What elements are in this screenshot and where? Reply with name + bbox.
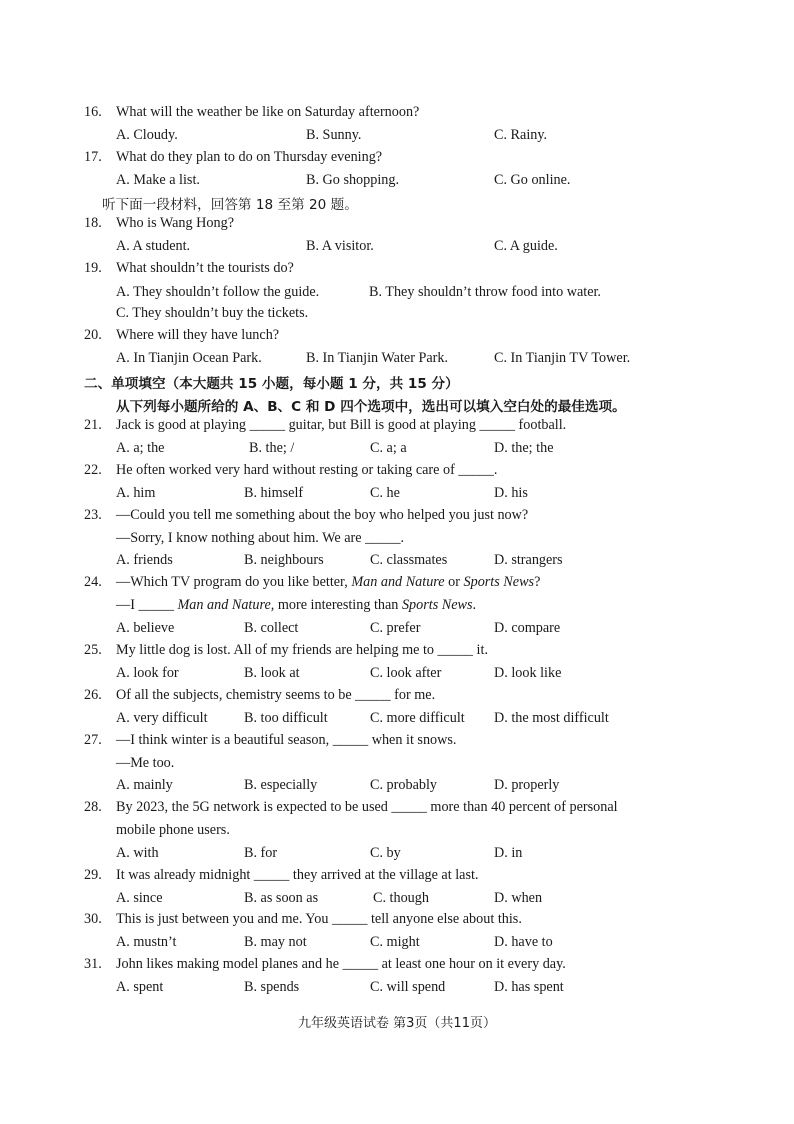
question-text: What will the weather be like on Saturday afternoon? <box>116 104 420 120</box>
option-d: D. properly <box>494 777 560 793</box>
option-a: A. since <box>116 890 163 906</box>
option-d: D. the; the <box>494 440 554 456</box>
option-c: C. might <box>370 934 420 950</box>
question-text: What shouldn’t the tourists do? <box>116 260 294 276</box>
option-c: C. classmates <box>370 552 448 568</box>
option-b: B. for <box>244 845 278 861</box>
question-text: Jack is good at playing _____ guitar, but Bill is good at playing _____ football. <box>116 417 567 433</box>
option-d: D. strangers <box>494 552 563 568</box>
option-b: B. A visitor. <box>306 238 374 254</box>
question-20: 20. Where will they have lunch? <box>84 327 280 343</box>
option-b: B. collect <box>244 620 299 636</box>
question-text: This is just between you and me. You _____ tell anyone else about this. <box>116 911 522 927</box>
question-23: 23. —Could you tell me something about the boy who helped you just now? <box>84 507 529 523</box>
question-25: 25. My little dog is lost. All of my friends are helping me to _____ it. <box>84 642 488 658</box>
option-b: B. look at <box>244 665 300 681</box>
option-b: B. spends <box>244 979 300 995</box>
question-29: 29. It was already midnight _____ they arrived at the village at last. <box>84 867 479 883</box>
option-b: B. too difficult <box>244 710 328 726</box>
options-23 <box>116 552 776 572</box>
options-19-row2 <box>116 305 776 325</box>
option-b: B. Go shopping. <box>306 172 400 188</box>
question-19: 19. What shouldn’t the tourists do? <box>84 260 294 276</box>
option-c: C. will spend <box>370 979 446 995</box>
option-a: A. In Tianjin Ocean Park. <box>116 350 262 366</box>
option-a: A. look for <box>116 665 179 681</box>
question-24-line2: —I _____ Man and Nature, more interesting than Sports News. <box>116 597 477 613</box>
question-26: 26. Of all the subjects, chemistry seems to be _____ for me. <box>84 687 436 703</box>
question-16: 16. What will the weather be like on Saturday afternoon? <box>84 104 420 120</box>
section-instruction: 从下列每小题所给的 A、B、C 和 D 四个选项中，选出可以填入空白处的最佳选项。 <box>116 399 626 415</box>
tv-program-name: Sports News <box>401 597 473 613</box>
option-d: D. his <box>494 485 528 501</box>
option-c: C. A guide. <box>494 238 558 254</box>
option-c: C. In Tianjin TV Tower. <box>494 350 631 366</box>
options-18 <box>116 238 776 258</box>
options-21 <box>116 440 776 460</box>
question-text: John likes making model planes and he _____ at least one hour on it every day. <box>116 956 566 972</box>
tv-program-name: Man and Nature <box>351 574 445 590</box>
option-d: D. has spent <box>494 979 564 995</box>
question-22: 22. He often worked very hard without resting or taking care of _____. <box>84 462 498 478</box>
question-30: 30. This is just between you and me. You _____ tell anyone else about this. <box>84 911 522 927</box>
options-17 <box>116 172 776 192</box>
question-text: Where will they have lunch? <box>116 327 280 343</box>
options-24 <box>116 620 776 640</box>
option-a: A. Make a list. <box>116 172 200 188</box>
option-b: B. the; / <box>249 440 295 456</box>
question-text: —Could you tell me something about the boy who helped you just now? <box>116 507 529 523</box>
question-21: 21. Jack is good at playing _____ guitar, but Bill is good at playing _____ football. <box>84 417 567 433</box>
tv-program-name: Sports News <box>463 574 535 590</box>
option-c: C. more difficult <box>370 710 465 726</box>
question-28: 28. By 2023, the 5G network is expected to be used _____ more than 40 percent of personal <box>84 799 618 815</box>
question-27: 27. —I think winter is a beautiful season, _____ when it snows. <box>84 732 457 748</box>
question-text: What do they plan to do on Thursday evening? <box>116 149 383 165</box>
question-28-line2: mobile phone users. <box>116 822 230 838</box>
question-text: My little dog is lost. All of my friends are helping me to _____ it. <box>116 642 488 658</box>
question-24: 24. —Which TV program do you like better, Man and Nature or Sports News? <box>84 574 541 590</box>
option-a: A. A student. <box>116 238 191 254</box>
option-a: A. mustn’t <box>116 934 177 950</box>
option-a: A. spent <box>116 979 164 995</box>
option-c: C. he <box>370 485 400 501</box>
option-d: D. in <box>494 845 523 861</box>
options-19 <box>116 284 776 304</box>
option-c: C. a; a <box>370 440 407 456</box>
tv-program-name: Man and Nature, <box>177 597 275 613</box>
question-31: 31. John likes making model planes and he _____ at least one hour on it every day. <box>84 956 566 972</box>
question-text: Of all the subjects, chemistry seems to be _____ for me. <box>116 687 436 703</box>
option-b: B. In Tianjin Water Park. <box>306 350 449 366</box>
options-20 <box>116 350 776 370</box>
options-28 <box>116 845 776 865</box>
options-26 <box>116 710 776 730</box>
options-27 <box>116 777 776 797</box>
option-c: C. prefer <box>370 620 421 636</box>
option-c: C. Rainy. <box>494 127 548 143</box>
option-b: B. They shouldn’t throw food into water. <box>369 284 601 300</box>
option-b: B. as soon as <box>244 890 319 906</box>
option-c: C. probably <box>370 777 437 793</box>
options-31 <box>116 979 776 999</box>
option-d: D. when <box>494 890 543 906</box>
option-d: D. the most difficult <box>494 710 609 726</box>
option-d: D. compare <box>494 620 561 636</box>
option-b: B. especially <box>244 777 318 793</box>
question-text: He often worked very hard without resting or taking care of _____. <box>116 462 498 478</box>
option-a: A. mainly <box>116 777 173 793</box>
option-a: A. friends <box>116 552 173 568</box>
option-a: A. with <box>116 845 159 861</box>
option-c: C. Go online. <box>494 172 571 188</box>
question-18: 18. Who is Wang Hong? <box>84 215 234 231</box>
option-c: C. by <box>370 845 401 861</box>
options-22 <box>116 485 776 505</box>
option-d: D. look like <box>494 665 562 681</box>
option-a: A. a; the <box>116 440 165 456</box>
option-c: C. look after <box>370 665 442 681</box>
page-footer: 九年级英语试卷 第3页（共11页） <box>298 1016 496 1031</box>
question-27-line2: —Me too. <box>116 755 175 771</box>
option-c: C. though <box>373 890 429 906</box>
options-25 <box>116 665 776 685</box>
option-b: B. neighbours <box>244 552 324 568</box>
question-17: 17. What do they plan to do on Thursday evening? <box>84 149 383 165</box>
section-title: 二、单项填空（本大题共 15 小题，每小题 1 分，共 15 分） <box>84 376 459 392</box>
question-text: Who is Wang Hong? <box>116 215 234 231</box>
options-30 <box>116 934 776 954</box>
question-23-line2: —Sorry, I know nothing about him. We are _____. <box>116 530 405 546</box>
question-text: By 2023, the 5G network is expected to be used _____ more than 40 percent of personal <box>116 799 618 815</box>
option-a: A. believe <box>116 620 175 636</box>
listening-instruction: 听下面一段材料，回答第 18 至第 20 题。 <box>102 197 358 213</box>
option-a: A. Cloudy. <box>116 127 178 143</box>
option-a: A. They shouldn’t follow the guide. <box>116 284 320 300</box>
option-b: B. may not <box>244 934 307 950</box>
options-29 <box>116 890 776 910</box>
option-a: A. him <box>116 485 156 501</box>
question-text: —I think winter is a beautiful season, _____ when it snows. <box>116 732 457 748</box>
question-text: It was already midnight _____ they arrived at the village at last. <box>116 867 479 883</box>
option-c: C. They shouldn’t buy the tickets. <box>116 305 309 321</box>
option-a: A. very difficult <box>116 710 208 726</box>
option-d: D. have to <box>494 934 553 950</box>
option-b: B. Sunny. <box>306 127 362 143</box>
option-b: B. himself <box>244 485 304 501</box>
options-16 <box>116 127 776 147</box>
